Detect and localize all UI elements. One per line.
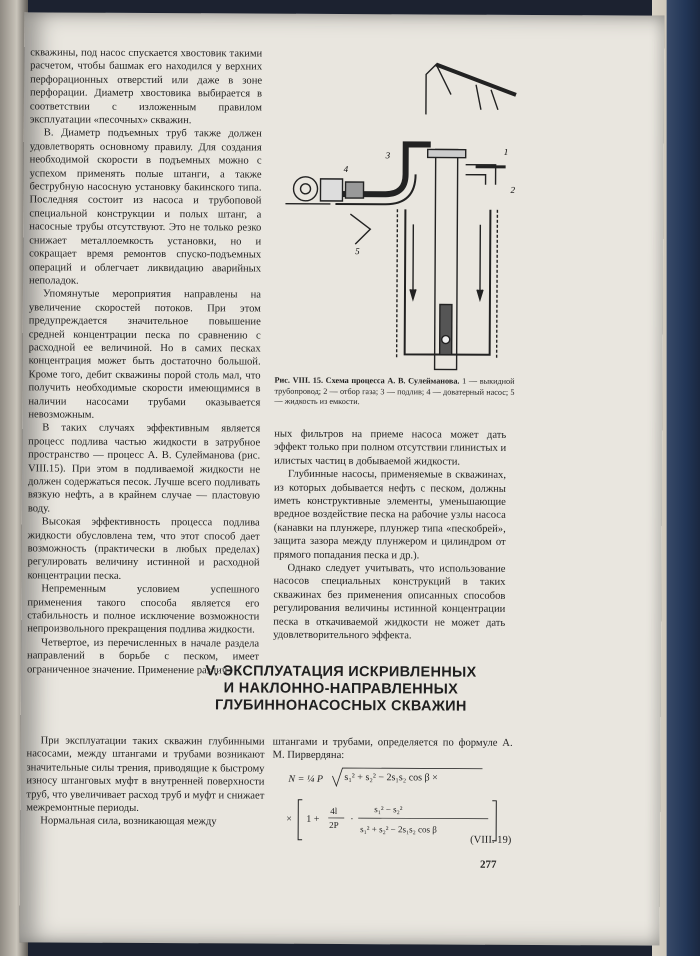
svg-text:s₁² + s₂² − 2s₁s₂ cos β ×: s₁² + s₂² − 2s₁s₂ cos β × [344, 772, 438, 784]
figure-label: 2 [510, 184, 516, 195]
svg-text:4l: 4l [330, 805, 338, 816]
section-title-line: И НАКЛОННО-НАПРАВЛЕННЫХ [223, 680, 459, 698]
paragraph: Высокая эффективность процесса подлива жидкости обусловлена тем, что этот способ дает возможность (практически в любых пределах) регулировать величину истинной и расходной концентрации песка. [27, 516, 260, 582]
paragraph: Глубинные насосы, применяемые в скважинах, из которых добывается нефть с песком, должны иметь конструктивные элементы, уменьшающие вредное воздействие песка на рабочие узлы насоса (канавки на плунжере, плунжер типа «пескобрей», защита зазора между плунжером и цилиндром от прямого попадания песка и др.). [273, 468, 507, 562]
svg-text:s₁² + s₂² − 2s₁s₂ cos β: s₁² + s₂² − 2s₁s₂ cos β [360, 824, 437, 835]
section-title-line: V. ЭКСПЛУАТАЦИЯ ИСКРИВЛЕННЫХ [205, 663, 477, 681]
svg-text:·: · [350, 814, 354, 826]
book-page [20, 12, 665, 945]
paragraph: Упомянутые мероприятия направлены на увеличение скоростей потоков. При этом предупреждается значительное повышение средней концентрации песка по сравнению с расходной ее величиной. Но в самих песках концентрация может быть достаточно большой. Кроме того, дебит скважины порой столь мал, что получить необходимые скорости имеющимися в наличии насосами трубами оказывается невозможным. [28, 288, 261, 421]
paragraph: В. Диаметр подъемных труб также должен удовлетворять основному правилу. Для создания необходимой скорости в подъемных можно с успехом применять полые штанги, а также беструбную насосную установку бакинского типа. Последняя состоит из насоса и трубоповой специальной конструкции и полых штанг, а насосные трубы отсутствуют. Это не только резко снижает металлоемкость установки, но и сокращает время ремонтов спуско-подъемных операций и облегчает ликвидацию аварийных неполадок. [29, 127, 262, 287]
figure-label: 1 [503, 146, 509, 157]
bottom-left-column [26, 734, 264, 829]
paragraph: скважины, под насос спускается хвостовик такими расчетом, чтобы башмак его находился у верхних перфорационных отверстий или даже в зоне перфорации. Диаметр хвостовика выбирается в соответствии с изложенным правилом эксплуатации «песочных» скважин. [29, 47, 263, 127]
section-heading [151, 663, 531, 716]
figure-label: 3 [385, 150, 391, 161]
paragraph: штангами и трубами, определяется по формуле А. М. Пирвердяна: [272, 736, 513, 762]
paragraph: Нормальная сила, возникающая между [40, 815, 217, 828]
right-column [273, 428, 506, 644]
paragraph: ных фильтров на приеме насоса может дать эффект только при полном отсутствии глинистых и илистых частиц в добываемой жидкости. [274, 428, 507, 468]
svg-text:N = ¼ P: N = ¼ P [288, 773, 323, 785]
bottom-right-column [273, 736, 513, 764]
figure-label: 4 [343, 164, 349, 175]
svg-text:×: × [286, 813, 292, 825]
svg-text:2P: 2P [329, 819, 339, 830]
paragraph: В таких случаях эффективным является процесс подлива частью жидкости в затрубное пространство — процесс А. В. Сулейманова (рис. VIII.15). При этом в подливаемой жидкости не должен содержаться песок. Лучше всего подливать вязкую нефть, а в крайнем случае — пластовую воду. [27, 422, 261, 515]
figure-caption [274, 376, 514, 409]
caption-title: Рис. VIII. 15. Схема процесса А. В. Сулейманова. [274, 375, 460, 386]
equation-number: (VIII. 19) [470, 834, 512, 846]
left-column [27, 46, 262, 677]
paragraph: Однако следует учитывать, что использование насосов специальных конструкций в таких скважинах без применения описанных способов регулирования величины истинной концентрации песка в откачиваемой жидкости не может дать удовлетворительного эффекта. [273, 562, 506, 642]
paragraph: При эксплуатации таких скважин глубинными насосами, между штангами и трубами возникают значительные силы трения, приводящие к быстрому износу штанговых муфт в внутренней поверхности труб, что увеличивает расход труб и муфт и снижает межремонтные периоды. [26, 735, 265, 814]
figure-label: 5 [355, 246, 360, 257]
section-title-line: ГЛУБИННОНАСОСНЫХ СКВАЖИН [214, 697, 467, 715]
well-schematic-figure [275, 54, 521, 373]
svg-text:1 +: 1 + [306, 813, 320, 825]
page-number: 277 [479, 858, 497, 871]
paragraph: Четвертое, из перечисленных в начале раздела направлений в борьбе с песком, имеет ограниченное значение. Применение различ- [26, 637, 260, 677]
paragraph: Непременным условием успешного применения такого способа является его стабильность и полное исключение возможности непроизвольного прекращения подлива жидкости. [27, 583, 260, 637]
svg-text:s₁² − s₂²: s₁² − s₂² [374, 804, 403, 815]
caption-body: 1 — выкидной трубопровод; 2 — отбор газа; 3 — подлив; 4 — доватерный насос; 5 — жидкость из емкости. [274, 376, 515, 407]
